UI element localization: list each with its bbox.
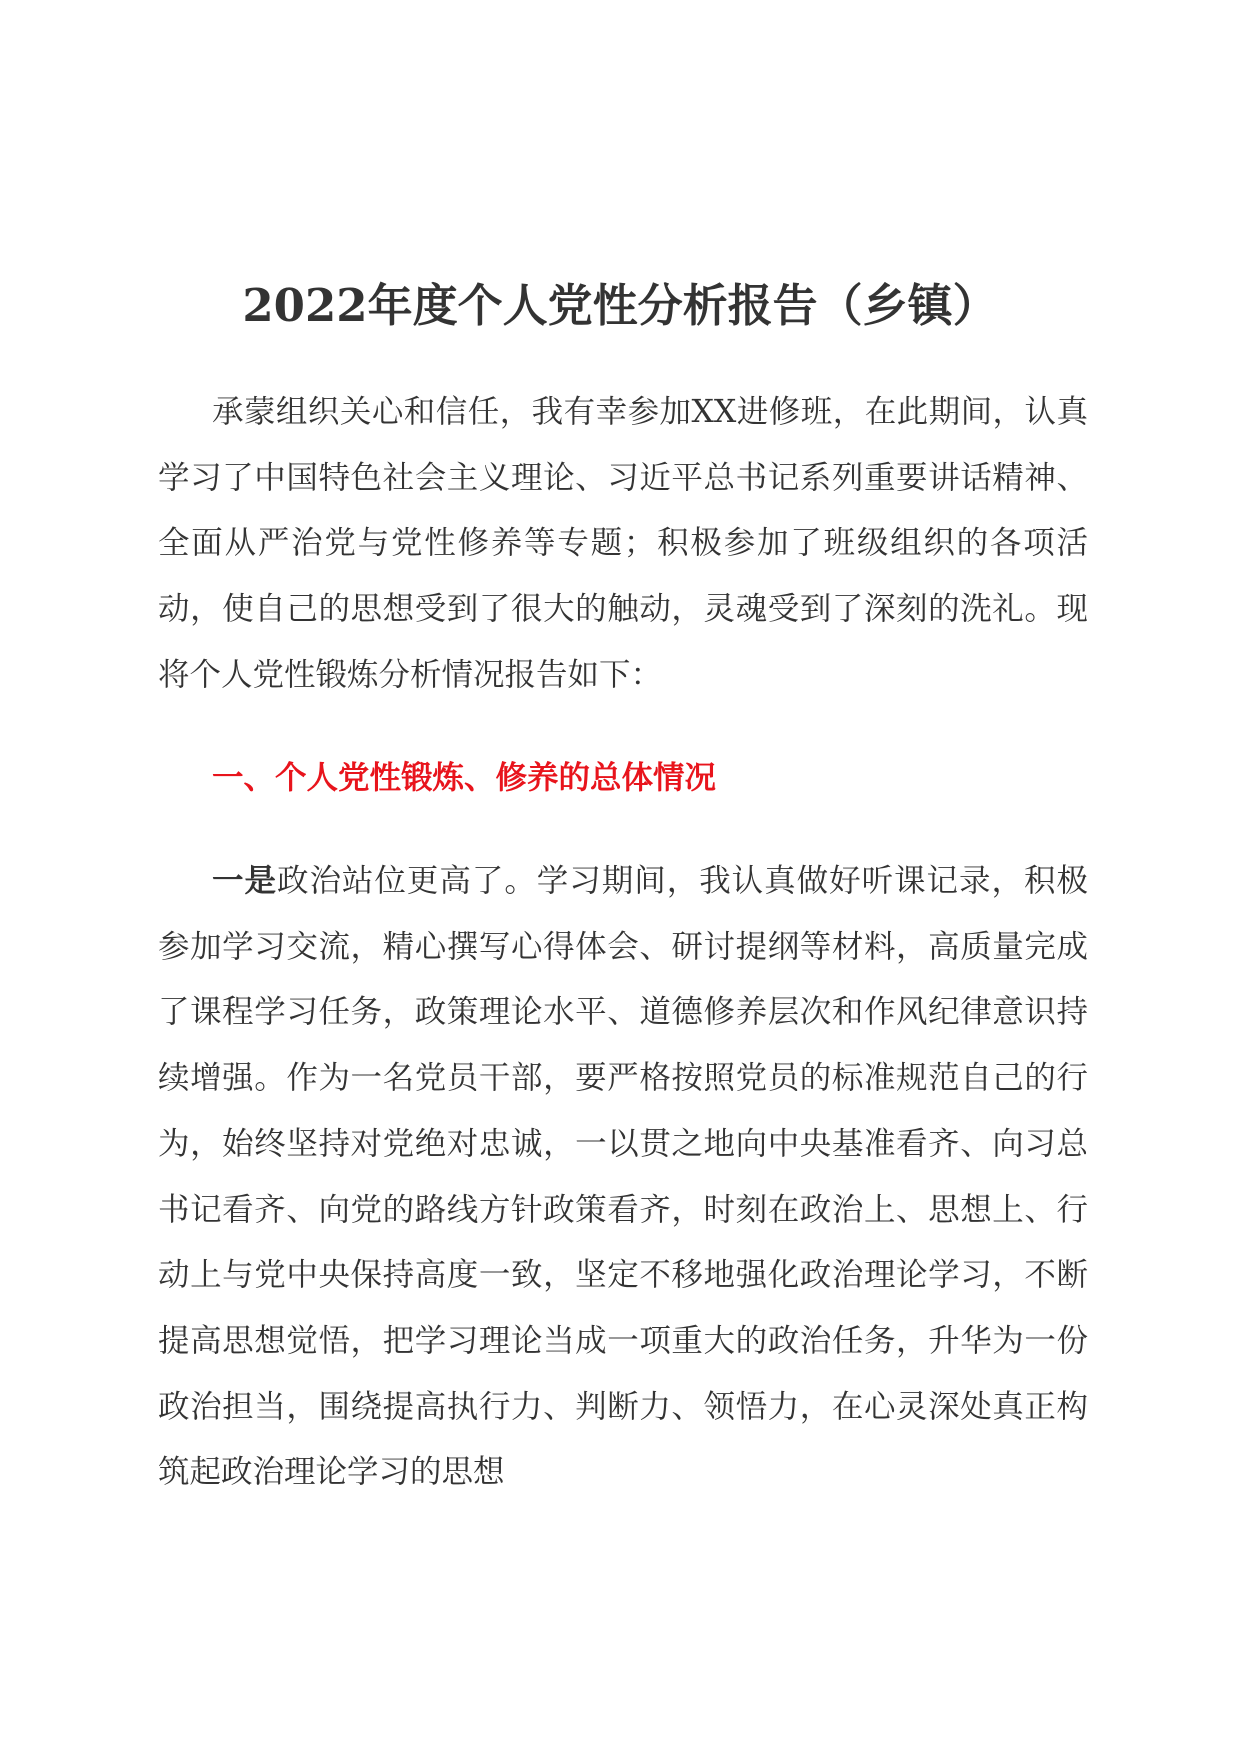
point-one-text: 政治站位更高了。学习期间，我认真做好听课记录，积极参加学习交流，精心撰写心得体会、研讨提纲等材料，高质量完成了课程学习任务，政策理论水平、道德修养层次和作风纪律意识持续增强。作为一名党员干部，要严格按照党员的标准规范自己的行为，始终坚持对党绝对忠诚，一以贯之地向中央基准看齐、向习总书记看齐、向党的路线方针政策看齐，时刻在政治上、思想上、行动上与党中央保持高度一致，坚定不移地强化政治理论学习，不断提高思想觉悟，把学习理论当成一项重大的政治任务，升华为一份政治担当，围绕提高执行力、判断力、领悟力，在心灵深处真正构筑起政治理论学习的思想: [158, 863, 1088, 1491]
document-title: 2022年度个人党性分析报告（乡镇）: [242, 279, 998, 332]
point-one-paragraph: [158, 848, 1088, 1506]
section-one-heading: 一、个人党性锻炼、修养的总体情况: [212, 760, 717, 796]
intro-paragraph: 承蒙组织关心和信任，我有幸参加XX进修班，在此期间，认真学习了中国特色社会主义理论、习近平总书记系列重要讲话精神、全面从严治党与党性修养等专题；积极参加了班级组织的各项活动，使自己的思想受到了很大的触动，灵魂受到了深刻的洗礼。现将个人党性锻炼分析情况报告如下：: [158, 394, 1088, 693]
point-one-lead: 一是: [212, 862, 277, 899]
